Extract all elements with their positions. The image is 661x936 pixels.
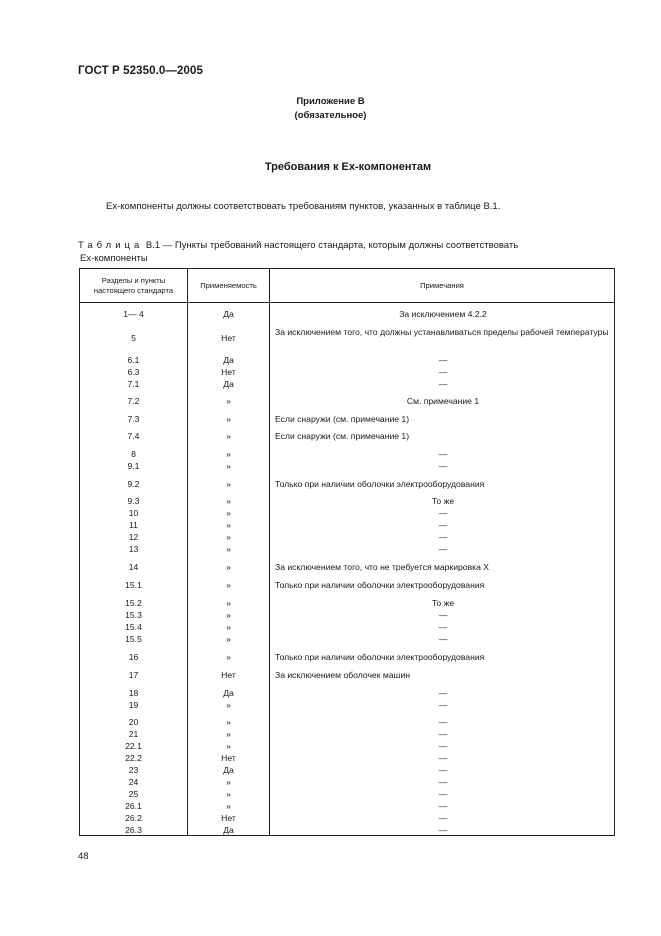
- table-cell-note: —: [438, 508, 448, 518]
- table-cell-note: За исключением 4.2.2: [399, 309, 487, 319]
- table-cell-note: Только при наличии оболочки электрооборудования: [275, 479, 485, 489]
- table-cell-note: —: [438, 700, 448, 710]
- table-cell-applicability: »: [226, 414, 231, 424]
- header-applicability: Применяемость: [200, 280, 257, 290]
- table-cell-note: Только при наличии оболочки электрооборудования: [275, 652, 485, 662]
- table-cell-section: 14: [128, 562, 139, 572]
- table-cell-applicability: »: [226, 741, 231, 751]
- column-divider: [269, 269, 270, 835]
- document-header: ГОСТ Р 52350.0—2005: [78, 65, 203, 77]
- table-cell-section: 15.3: [125, 610, 142, 620]
- table-cell-section: 10: [128, 508, 139, 518]
- table-cell-section: 15.4: [125, 622, 142, 632]
- table-cell-note: Если снаружи (см. примечание 1): [275, 414, 410, 424]
- table-cell-note: —: [438, 729, 448, 739]
- table-cell-section: 22.1: [125, 741, 142, 751]
- table-cell-section: 9.2: [127, 479, 140, 489]
- table-cell-section: 26.2: [125, 813, 142, 823]
- table-cell-note: —: [438, 825, 448, 835]
- table-cell-section: 8: [131, 449, 136, 459]
- table-cell-section: 15.5: [125, 634, 142, 644]
- table-cell-section: 9.3: [127, 496, 140, 506]
- table-cell-note: —: [438, 717, 448, 727]
- table-cell-applicability: »: [226, 562, 231, 572]
- table-cell-applicability: »: [226, 544, 231, 554]
- table-cell-section: 16: [128, 652, 139, 662]
- table-cell-note: То же: [431, 598, 455, 608]
- header-sections: Разделы и пункты настоящего стандарта: [93, 275, 174, 295]
- table-cell-section: 7.3: [127, 414, 140, 424]
- header-notes: Примечания: [420, 280, 464, 290]
- table-cell-applicability: »: [226, 717, 231, 727]
- table-cell-applicability: »: [226, 598, 231, 608]
- table-cell-note: —: [438, 544, 448, 554]
- table-cell-section: 9.1: [127, 461, 140, 471]
- table-cell-note: —: [438, 634, 448, 644]
- table-cell-note: —: [438, 688, 448, 698]
- table-cell-section: 11: [129, 520, 138, 530]
- table-cell-note: —: [438, 741, 448, 751]
- table-cell-applicability: Да: [223, 355, 234, 365]
- table-cell-applicability: »: [226, 777, 231, 787]
- table-cell-note: —: [438, 461, 448, 471]
- table-cell-note: —: [438, 379, 448, 389]
- table-caption-text: В.1 — Пункты требований настоящего стандарта, которым должны соответствовать: [145, 240, 519, 251]
- table-cell-applicability: »: [226, 580, 231, 590]
- table-cell-section: 21: [128, 729, 139, 739]
- table-cell-note: —: [438, 789, 448, 799]
- table-cell-note: Если снаружи (см. примечание 1): [275, 431, 410, 441]
- table-cell-applicability: »: [226, 729, 231, 739]
- table-cell-applicability: Да: [223, 309, 234, 319]
- page-number: 48: [78, 851, 89, 862]
- section-title: Требования к Ex-компонентам: [264, 161, 432, 173]
- table-cell-note: —: [438, 813, 448, 823]
- table-cell-note: За исключением того, что должны устанавливаться пределы рабочей температуры: [275, 327, 609, 337]
- table-cell-note: См. примечание 1: [406, 396, 480, 406]
- table-cell-section: 25: [128, 789, 139, 799]
- table-cell-section: 7.2: [127, 396, 140, 406]
- table-cell-note: Только при наличии оболочки электрооборудования: [275, 580, 485, 590]
- table-cell-applicability: »: [226, 789, 231, 799]
- table-cell-applicability: »: [226, 634, 231, 644]
- table-cell-note: —: [438, 532, 448, 542]
- requirements-table: [79, 268, 615, 836]
- table-cell-applicability: »: [226, 508, 231, 518]
- table-cell-note: —: [438, 622, 448, 632]
- table-cell-section: 17: [128, 670, 139, 680]
- table-cell-note: То же: [431, 496, 455, 506]
- table-cell-note: За исключением оболочек машин: [275, 670, 410, 680]
- table-cell-section: 15.1: [125, 580, 142, 590]
- table-cell-note: —: [438, 777, 448, 787]
- table-cell-section: 26.1: [125, 801, 142, 811]
- table-cell-applicability: Нет: [221, 333, 236, 343]
- table-cell-applicability: Нет: [221, 753, 236, 763]
- table-cell-applicability: »: [226, 700, 231, 710]
- table-cell-applicability: Нет: [221, 813, 236, 823]
- table-cell-section: 19: [128, 700, 139, 710]
- table-cell-section: 5: [131, 333, 136, 343]
- table-cell-note: —: [438, 367, 448, 377]
- table-cell-section: 18: [128, 688, 139, 698]
- table-cell-section: 26.3: [125, 825, 142, 835]
- table-cell-note: —: [438, 801, 448, 811]
- table-cell-applicability: »: [226, 520, 231, 530]
- intro-paragraph: Ex-компоненты должны соответствовать требованиям пунктов, указанных в таблице В.1.: [106, 201, 501, 212]
- table-cell-section: 15.2: [125, 598, 142, 608]
- table-cell-applicability: Да: [223, 825, 234, 835]
- table-cell-section: 23: [128, 765, 139, 775]
- table-cell-applicability: Нет: [221, 670, 236, 680]
- table-cell-note: За исключением того, что не требуется маркировка X: [275, 562, 489, 572]
- table-cell-section: 7.1: [127, 379, 140, 389]
- table-cell-section: 6.1: [127, 355, 140, 365]
- table-cell-applicability: »: [226, 801, 231, 811]
- table-caption-lead: Таблица: [78, 240, 144, 251]
- table-cell-section: 22.2: [125, 753, 142, 763]
- table-cell-section: 13: [128, 544, 139, 554]
- table-cell-applicability: »: [226, 532, 231, 542]
- table-cell-note: —: [438, 355, 448, 365]
- table-caption: [78, 239, 618, 265]
- table-cell-section: 24: [128, 777, 139, 787]
- annex-heading: [0, 95, 661, 123]
- table-cell-applicability: »: [226, 496, 231, 506]
- table-cell-note: —: [438, 520, 448, 530]
- table-cell-note: —: [438, 753, 448, 763]
- table-cell-section: 20: [128, 717, 139, 727]
- table-caption-continuation: Ex-компоненты: [80, 253, 148, 264]
- table-cell-section: 6.3: [127, 367, 140, 377]
- table-cell-applicability: Да: [223, 765, 234, 775]
- table-cell-section: 12: [128, 532, 139, 542]
- table-cell-applicability: »: [226, 479, 231, 489]
- table-cell-note: —: [438, 610, 448, 620]
- table-cell-applicability: Да: [223, 379, 234, 389]
- table-cell-applicability: »: [226, 652, 231, 662]
- table-cell-applicability: »: [226, 622, 231, 632]
- table-cell-applicability: Да: [223, 688, 234, 698]
- table-cell-section: 7.4: [127, 431, 140, 441]
- annex-title: Приложение В: [296, 96, 365, 107]
- table-cell-section: 1— 4: [123, 309, 144, 319]
- table-cell-note: —: [438, 449, 448, 459]
- table-cell-applicability: »: [226, 396, 231, 406]
- table-cell-note: —: [438, 765, 448, 775]
- header-divider: [80, 302, 614, 303]
- annex-status: (обязательное): [294, 110, 367, 121]
- table-cell-applicability: »: [226, 610, 231, 620]
- table-cell-applicability: »: [226, 449, 231, 459]
- table-cell-applicability: »: [226, 431, 231, 441]
- table-cell-applicability: Нет: [221, 367, 236, 377]
- table-cell-applicability: »: [226, 461, 231, 471]
